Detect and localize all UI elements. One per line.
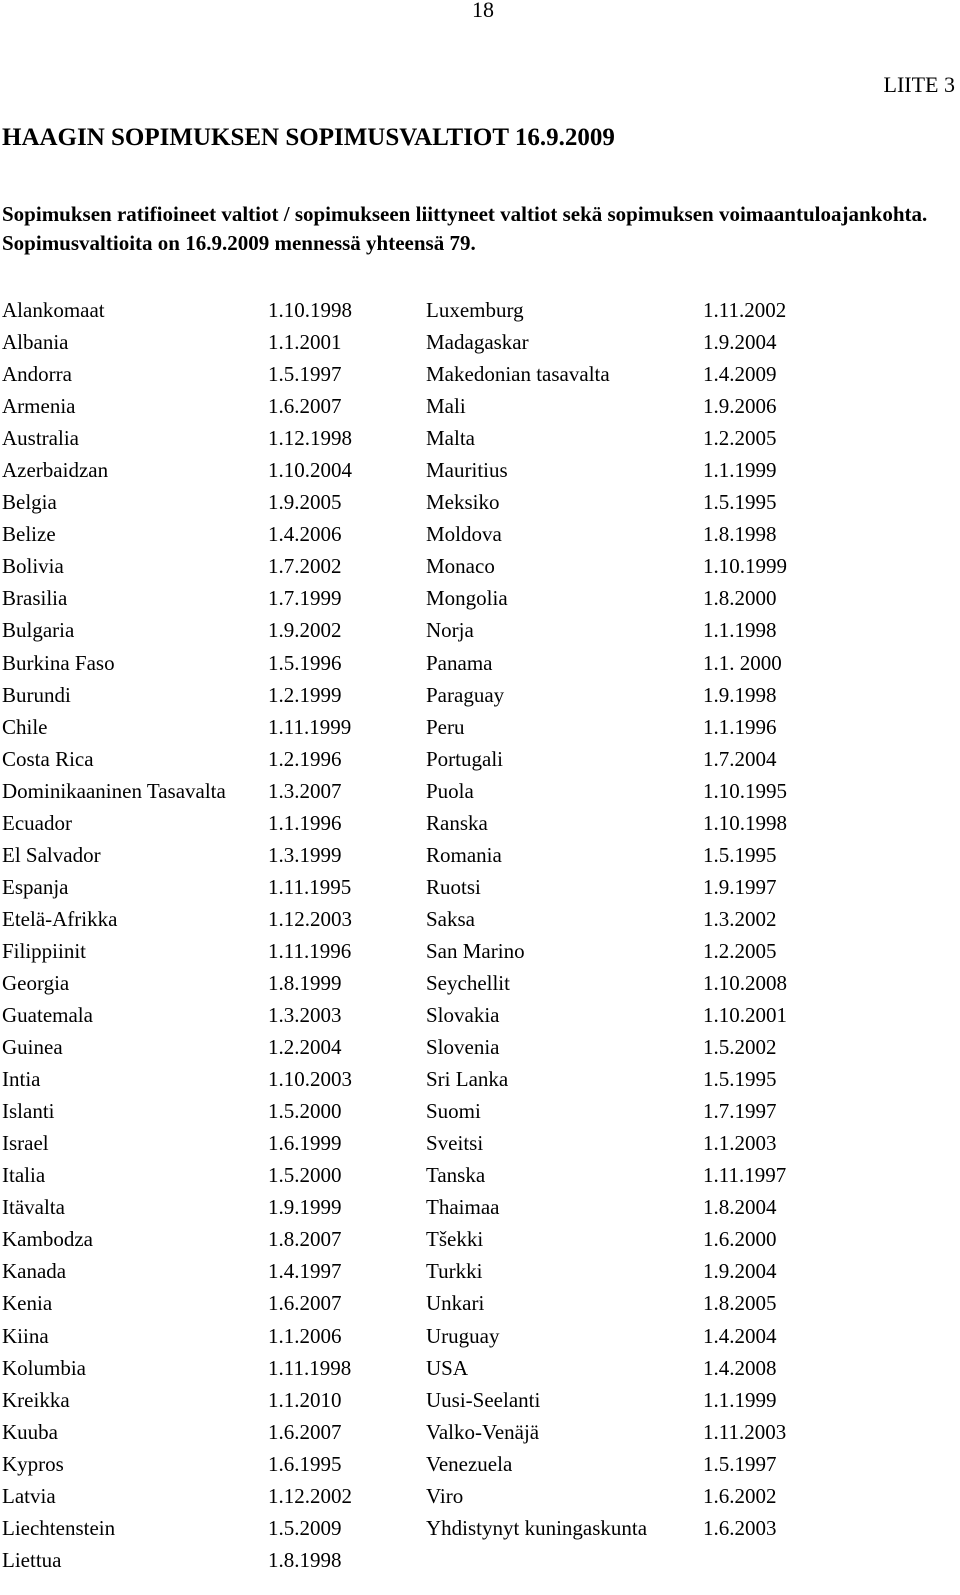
country-row [426, 647, 946, 679]
country-name: Suomi [426, 1099, 481, 1124]
country-row [2, 1031, 422, 1063]
entry-into-force-date: 1.6.2007 [268, 1419, 342, 1444]
country-name: Kuuba [2, 1419, 58, 1444]
country-row [426, 1063, 946, 1095]
country-row [2, 1223, 422, 1255]
entry-into-force-date: 1.2.2005 [703, 938, 777, 963]
country-name: Moldova [426, 522, 502, 547]
country-row [426, 1320, 946, 1352]
country-name: USA [426, 1355, 469, 1380]
country-row [426, 999, 946, 1031]
page-number: 18 [472, 0, 494, 22]
country-name: Filippiinit [2, 938, 87, 963]
entry-into-force-date: 1.12.2003 [268, 906, 352, 931]
country-name: Itävalta [2, 1195, 65, 1220]
country-row [426, 614, 946, 646]
entry-into-force-date: 1.2.1999 [268, 682, 342, 707]
country-row [2, 775, 422, 807]
country-row [2, 1512, 422, 1544]
country-name: Venezuela [426, 1451, 513, 1476]
document-title: HAAGIN SOPIMUKSEN SOPIMUSVALTIOT 16.9.2009 [2, 124, 615, 151]
country-name: Kiina [2, 1323, 49, 1348]
entry-into-force-date: 1.5.1995 [703, 842, 777, 867]
entry-into-force-date: 1.10.2004 [268, 458, 352, 483]
entry-into-force-date: 1.8.2005 [703, 1291, 777, 1316]
appendix-label: LIITE 3 [883, 72, 955, 97]
entry-into-force-date: 1.8.2004 [703, 1195, 777, 1220]
entry-into-force-date: 1.5.1997 [268, 362, 342, 387]
country-row [426, 679, 946, 711]
entry-into-force-date: 1.10.1998 [268, 298, 352, 322]
entry-into-force-date: 1.7.2004 [703, 746, 777, 771]
country-name: Seychellit [426, 970, 510, 995]
country-name: Sri Lanka [426, 1067, 509, 1092]
entry-into-force-date: 1.9.2002 [268, 618, 342, 643]
country-name: Tanska [426, 1163, 486, 1188]
entry-into-force-date: 1.12.1998 [268, 426, 352, 451]
country-name: Guatemala [2, 1003, 93, 1028]
country-row [426, 807, 946, 839]
country-row [426, 550, 946, 582]
country-row [426, 871, 946, 903]
country-row [2, 1255, 422, 1287]
entry-into-force-date: 1.5.2000 [268, 1099, 342, 1124]
country-name: Uusi-Seelanti [426, 1387, 541, 1412]
entry-into-force-date: 1.5.1995 [703, 490, 777, 515]
entry-into-force-date: 1.8.2007 [268, 1227, 342, 1252]
country-name: Panama [426, 650, 493, 675]
country-row [426, 1512, 946, 1544]
country-row [2, 967, 422, 999]
country-row [426, 935, 946, 967]
country-row [2, 1416, 422, 1448]
entry-into-force-date: 1.5.2002 [703, 1035, 777, 1060]
entry-into-force-date: 1.6.2003 [703, 1515, 777, 1540]
country-name: Kenia [2, 1291, 53, 1316]
entry-into-force-date: 1.10.1998 [703, 810, 787, 835]
entry-into-force-date: 1.1.2001 [268, 330, 342, 355]
entry-into-force-date: 1.9.2005 [268, 490, 342, 515]
entry-into-force-date: 1.9.1999 [268, 1195, 342, 1220]
country-row [426, 967, 946, 999]
country-row [426, 775, 946, 807]
country-row [426, 1287, 946, 1319]
country-row [2, 1544, 422, 1576]
country-name: Thaimaa [426, 1195, 500, 1220]
entry-into-force-date: 1.2.2004 [268, 1035, 342, 1060]
entry-into-force-date: 1.10.1999 [703, 554, 787, 579]
country-name: Australia [2, 426, 79, 451]
country-name: Saksa [426, 906, 475, 931]
country-row [2, 1159, 422, 1191]
entry-into-force-date: 1.1.2003 [703, 1131, 777, 1156]
entry-into-force-date: 1.7.2002 [268, 554, 342, 579]
country-name: San Marino [426, 938, 525, 963]
country-row [2, 294, 422, 326]
country-name: Belize [2, 522, 56, 547]
entry-into-force-date: 1.10.2003 [268, 1067, 352, 1092]
country-name: Turkki [426, 1259, 483, 1284]
country-row [2, 935, 422, 967]
country-row [426, 743, 946, 775]
entry-into-force-date: 1.7.1999 [268, 586, 342, 611]
country-name: Luxemburg [426, 298, 524, 322]
country-name: Espanja [2, 874, 69, 899]
country-row [2, 871, 422, 903]
country-row [426, 518, 946, 550]
country-row [426, 1480, 946, 1512]
entry-into-force-date: 1.8.1999 [268, 970, 342, 995]
entry-into-force-date: 1.10.1995 [703, 778, 787, 803]
country-row [426, 358, 946, 390]
country-row [426, 903, 946, 935]
entry-into-force-date: 1.11.1999 [268, 714, 352, 739]
entry-into-force-date: 1.3.2007 [268, 778, 342, 803]
country-name: Mongolia [426, 586, 508, 611]
country-row [426, 1095, 946, 1127]
country-name: Ranska [426, 810, 488, 835]
entry-into-force-date: 1.6.2000 [703, 1227, 777, 1252]
country-name: Viro [426, 1483, 464, 1508]
entry-into-force-date: 1.7.1997 [703, 1099, 777, 1124]
country-name: Guinea [2, 1035, 63, 1060]
country-row [426, 454, 946, 486]
country-row [2, 1352, 422, 1384]
country-name: Meksiko [426, 490, 500, 515]
entry-into-force-date: 1.6.2007 [268, 394, 342, 419]
country-row [2, 679, 422, 711]
country-name: Madagaskar [426, 330, 529, 355]
entry-into-force-date: 1.11.1997 [703, 1163, 787, 1188]
entry-into-force-date: 1.4.1997 [268, 1259, 342, 1284]
entry-into-force-date: 1.3.2002 [703, 906, 777, 931]
entry-into-force-date: 1.11.1996 [268, 938, 352, 963]
entry-into-force-date: 1.3.1999 [268, 842, 342, 867]
country-name: Kanada [2, 1259, 67, 1284]
country-name: Ruotsi [426, 874, 481, 899]
country-name: Romania [426, 842, 502, 867]
entry-into-force-date: 1.9.1997 [703, 874, 777, 899]
country-name: Kolumbia [2, 1355, 86, 1380]
entry-into-force-date: 1.5.2009 [268, 1515, 342, 1540]
country-name: Bulgaria [2, 618, 75, 643]
country-name: Islanti [2, 1099, 55, 1124]
country-row [2, 1191, 422, 1223]
entry-into-force-date: 1.6.2002 [703, 1483, 777, 1508]
entry-into-force-date: 1.8.1998 [268, 1547, 342, 1572]
country-name: Portugali [426, 746, 503, 771]
country-row [426, 1191, 946, 1223]
entry-into-force-date: 1.11.1995 [268, 874, 352, 899]
country-name: Kypros [2, 1451, 64, 1476]
entry-into-force-date: 1.2.1996 [268, 746, 342, 771]
country-name: Ecuador [2, 810, 72, 835]
country-row [426, 390, 946, 422]
entry-into-force-date: 1.5.1997 [703, 1451, 777, 1476]
country-row [2, 1287, 422, 1319]
country-name: Monaco [426, 554, 495, 579]
country-row [2, 1320, 422, 1352]
country-row [2, 1063, 422, 1095]
country-name: Slovenia [426, 1035, 500, 1060]
country-row [2, 807, 422, 839]
country-name: Paraguay [426, 682, 505, 707]
country-row [2, 550, 422, 582]
entry-into-force-date: 1.4.2006 [268, 522, 342, 547]
country-name: Puola [426, 778, 474, 803]
entry-into-force-date: 1.1.2006 [268, 1323, 342, 1348]
country-row [426, 326, 946, 358]
country-row [2, 647, 422, 679]
country-name: Uruguay [426, 1323, 500, 1348]
country-name: Albania [2, 330, 69, 355]
country-row [2, 1448, 422, 1480]
country-row [426, 1127, 946, 1159]
country-row [426, 839, 946, 871]
entry-into-force-date: 1.4.2008 [703, 1355, 777, 1380]
entry-into-force-date: 1.11.2002 [703, 298, 787, 322]
entry-into-force-date: 1.1. 2000 [703, 650, 782, 675]
entry-into-force-date: 1.9.2004 [703, 1259, 777, 1284]
country-name: Brasilia [2, 586, 68, 611]
country-name: Burundi [2, 682, 71, 707]
country-row [2, 1384, 422, 1416]
country-name: Etelä-Afrikka [2, 906, 118, 931]
country-row [2, 390, 422, 422]
entry-into-force-date: 1.1.1999 [703, 458, 777, 483]
country-name: Israel [2, 1131, 49, 1156]
country-row [426, 1352, 946, 1384]
entry-into-force-date: 1.5.1995 [703, 1067, 777, 1092]
country-row [2, 1127, 422, 1159]
country-row [426, 1255, 946, 1287]
entry-into-force-date: 1.10.2008 [703, 970, 787, 995]
country-name: Azerbaidzan [2, 458, 109, 483]
entry-into-force-date: 1.9.2004 [703, 330, 777, 355]
country-row [426, 422, 946, 454]
country-name: Sveitsi [426, 1131, 484, 1156]
country-name: Valko-Venäjä [426, 1419, 540, 1444]
intro-paragraph: Sopimuksen ratifioineet valtiot / sopimukseen liittyneet valtiot sekä sopimuksen voimaantuloajankohta. Sopimusvaltioita on 16.9.2009 mennessä yhteensä 79. [2, 202, 928, 255]
country-name: Belgia [2, 490, 57, 515]
entry-into-force-date: 1.5.1996 [268, 650, 342, 675]
country-name: Tšekki [426, 1227, 484, 1252]
entry-into-force-date: 1.1.1996 [703, 714, 777, 739]
country-name: Mali [426, 394, 466, 419]
country-name: El Salvador [2, 842, 101, 867]
left-country-column [2, 294, 422, 1576]
country-row [426, 486, 946, 518]
entry-into-force-date: 1.6.1995 [268, 1451, 342, 1476]
country-row [2, 1095, 422, 1127]
entry-into-force-date: 1.1.1998 [703, 618, 777, 643]
entry-into-force-date: 1.6.1999 [268, 1131, 342, 1156]
entry-into-force-date: 1.4.2009 [703, 362, 777, 387]
country-row [2, 454, 422, 486]
country-row [2, 743, 422, 775]
country-name: Andorra [2, 362, 72, 387]
entry-into-force-date: 1.11.1998 [268, 1355, 352, 1380]
entry-into-force-date: 1.1.1996 [268, 810, 342, 835]
country-name: Dominikaaninen Tasavalta [2, 778, 226, 803]
country-name: Latvia [2, 1483, 56, 1508]
entry-into-force-date: 1.3.2003 [268, 1003, 342, 1028]
country-row [2, 1480, 422, 1512]
country-row [426, 1031, 946, 1063]
country-row [2, 358, 422, 390]
country-row [2, 486, 422, 518]
entry-into-force-date: 1.10.2001 [703, 1003, 787, 1028]
country-name: Kambodza [2, 1227, 93, 1252]
country-name: Bolivia [2, 554, 64, 579]
country-row [426, 1416, 946, 1448]
entry-into-force-date: 1.1.1999 [703, 1387, 777, 1412]
entry-into-force-date: 1.9.2006 [703, 394, 777, 419]
country-row [2, 839, 422, 871]
country-name: Norja [426, 618, 474, 643]
country-row [426, 1448, 946, 1480]
entry-into-force-date: 1.4.2004 [703, 1323, 777, 1348]
country-name: Kreikka [2, 1387, 70, 1412]
country-name: Costa Rica [2, 746, 94, 771]
country-name: Armenia [2, 394, 76, 419]
country-name: Makedonian tasavalta [426, 362, 610, 387]
country-row [2, 518, 422, 550]
entry-into-force-date: 1.6.2007 [268, 1291, 342, 1316]
entry-into-force-date: 1.1.2010 [268, 1387, 342, 1412]
country-name: Liettua [2, 1547, 62, 1572]
country-row [426, 711, 946, 743]
country-name: Burkina Faso [2, 650, 115, 675]
entry-into-force-date: 1.8.1998 [703, 522, 777, 547]
country-name: Alankomaat [2, 298, 105, 322]
country-name: Mauritius [426, 458, 508, 483]
country-name: Yhdistynyt kuningaskunta [426, 1515, 648, 1540]
entry-into-force-date: 1.11.2003 [703, 1419, 787, 1444]
country-name: Intia [2, 1067, 41, 1092]
country-name: Peru [426, 714, 465, 739]
country-name: Italia [2, 1163, 46, 1188]
country-name: Georgia [2, 970, 70, 995]
country-row [426, 1159, 946, 1191]
entry-into-force-date: 1.9.1998 [703, 682, 777, 707]
country-row [2, 711, 422, 743]
country-row [2, 903, 422, 935]
country-name: Chile [2, 714, 48, 739]
entry-into-force-date: 1.8.2000 [703, 586, 777, 611]
country-name: Malta [426, 426, 475, 451]
entry-into-force-date: 1.5.2000 [268, 1163, 342, 1188]
country-row [2, 999, 422, 1031]
country-row [426, 582, 946, 614]
country-row [426, 294, 946, 326]
entry-into-force-date: 1.12.2002 [268, 1483, 352, 1508]
country-name: Liechtenstein [2, 1515, 116, 1540]
country-name: Slovakia [426, 1003, 500, 1028]
entry-into-force-date: 1.2.2005 [703, 426, 777, 451]
country-row [426, 1384, 946, 1416]
country-row [2, 326, 422, 358]
country-row [2, 422, 422, 454]
country-name: Unkari [426, 1291, 485, 1316]
country-row [2, 582, 422, 614]
country-row [2, 614, 422, 646]
right-country-column [426, 294, 946, 1544]
country-row [426, 1223, 946, 1255]
